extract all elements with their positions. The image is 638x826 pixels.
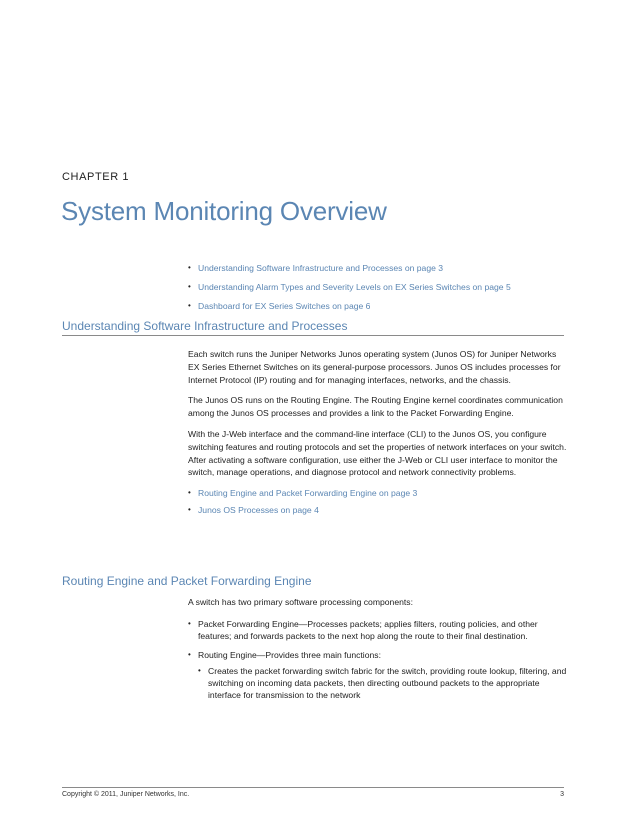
component-item (188, 618, 568, 642)
function-text: Creates the packet forwarding switch fabric for the switch, providing route lookup, filtering, and switching on incoming data packets, then directing outbound packets to the appropriate interface for transmission to the network (208, 665, 567, 700)
component-text: Packet Forwarding Engine—Processes packets; applies filters, routing policies, and other features; and forwards packets to the next hop along the route to their final destination. (198, 618, 538, 641)
paragraph: A switch has two primary software processing components: (188, 597, 413, 607)
footer-divider (62, 787, 564, 788)
chapter-toc (188, 262, 568, 319)
section-heading-routing-engine: Routing Engine and Packet Forwarding Engine (62, 574, 312, 588)
related-link-item[interactable] (188, 487, 568, 499)
chapter-label: CHAPTER 1 (62, 171, 130, 183)
related-link-item[interactable] (188, 504, 568, 516)
section-divider (62, 335, 564, 336)
toc-link[interactable]: Dashboard for EX Series Switches on page 6 (198, 301, 371, 311)
paragraph: The Junos OS runs on the Routing Engine. The Routing Engine kernel coordinates communication among the Junos OS processes and provides a link to the Packet Forwarding Engine. (188, 395, 563, 419)
page-number: 3 (560, 791, 564, 798)
related-link[interactable]: Junos OS Processes on page 4 (198, 505, 319, 516)
paragraph: With the J-Web interface and the command-line interface (CLI) to the Junos OS, you configure switching features and routing protocols and set the properties of network interfaces on your switch. After activating a software configuration, use either the J-Web or CLI user interface to monitor the switch, manage operations, and diagnose protocol and network connectivity problems. (188, 428, 567, 478)
component-text: Routing Engine—Provides three main functions: (198, 649, 381, 660)
paragraph: Each switch runs the Juniper Networks Junos operating system (Junos OS) for Juniper Networks EX Series Ethernet Switches on its general-purpose processors. Junos OS includes processes for Internet Protocol (IP) routing and for managing interfaces, networks, and the chassis. (188, 349, 561, 385)
footer-copyright: Copyright © 2011, Juniper Networks, Inc. (62, 791, 190, 798)
toc-item[interactable] (188, 281, 568, 293)
toc-link[interactable]: Understanding Software Infrastructure and Processes on page 3 (198, 263, 444, 273)
toc-item[interactable] (188, 300, 568, 312)
section2-body (188, 596, 568, 708)
function-subitem (198, 665, 568, 701)
component-item (188, 649, 568, 701)
chapter-title: System Monitoring Overview (61, 196, 387, 226)
toc-item[interactable] (188, 262, 568, 274)
section-heading-software-infrastructure: Understanding Software Infrastructure and Processes (62, 319, 348, 333)
section1-body (188, 348, 568, 521)
toc-link[interactable]: Understanding Alarm Types and Severity Levels on EX Series Switches on page 5 (198, 282, 511, 292)
related-link[interactable]: Routing Engine and Packet Forwarding Engine on page 3 (198, 488, 418, 499)
